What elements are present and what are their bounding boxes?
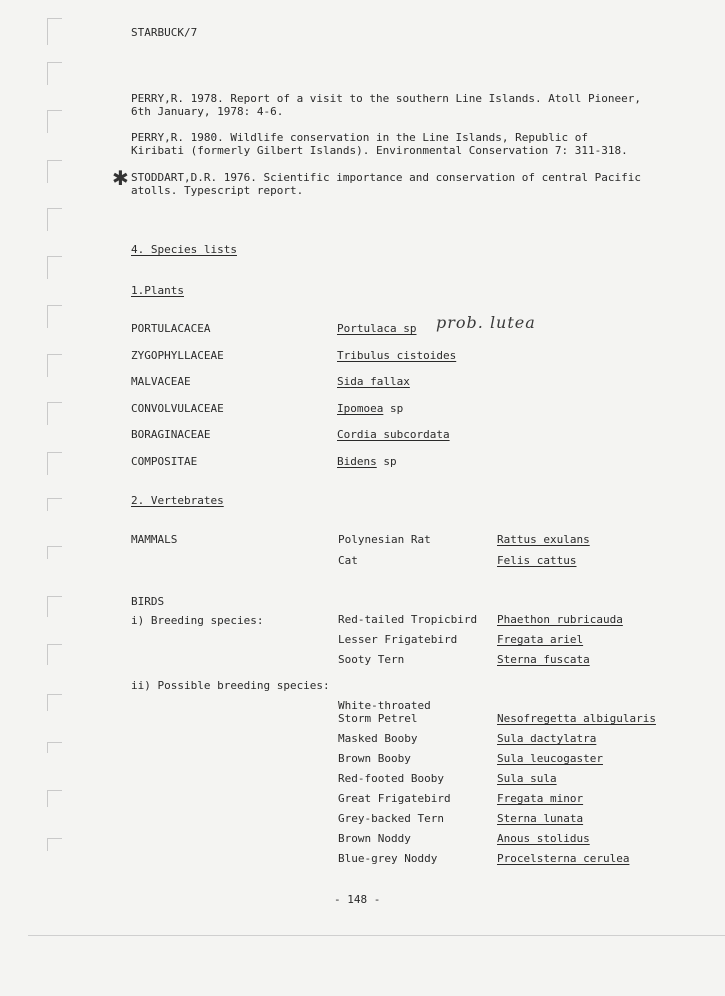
bird-latin-name: Sterna fuscata: [497, 653, 590, 666]
bird-latin-name: Sula leucogaster: [497, 752, 603, 765]
margin-mark: [47, 742, 62, 753]
handwritten-annotation: prob. lutea: [436, 313, 536, 332]
plant-family: COMPOSITAE: [131, 455, 198, 468]
bird-common-name: Sooty Tern: [338, 653, 405, 666]
margin-mark: [47, 452, 62, 475]
bird-common-name: Red-tailed Tropicbird: [338, 613, 478, 626]
plant-family: BORAGINACEAE: [131, 428, 211, 441]
page-number: - 148 -: [334, 893, 381, 906]
bird-common-name: Blue-grey Noddy: [338, 852, 438, 865]
possible-breeding-label: ii) Possible breeding species:: [131, 679, 330, 692]
section-title: 4. Species lists: [131, 243, 237, 256]
plant-species: Tribulus cistoides: [337, 349, 457, 362]
margin-mark: [47, 18, 62, 45]
margin-mark: [47, 256, 62, 279]
plant-family: PORTULACACEA: [131, 322, 211, 335]
bird-latin-name: Fregata ariel: [497, 633, 584, 646]
margin-mark: [47, 354, 62, 377]
plant-family: ZYGOPHYLLACEAE: [131, 349, 224, 362]
mammal-latin-name: Felis cattus: [497, 554, 577, 567]
plants-heading: 1.Plants: [131, 284, 184, 297]
margin-mark: [47, 546, 62, 559]
margin-mark: [47, 402, 62, 425]
plant-species: Portulaca sp: [337, 322, 417, 335]
bird-common-name: White-throated Storm Petrel: [338, 699, 431, 725]
page-header: STARBUCK/7: [131, 26, 198, 39]
vertebrates-heading: 2. Vertebrates: [131, 494, 224, 507]
margin-mark: [47, 644, 62, 665]
mammal-latin-name: Rattus exulans: [497, 533, 590, 546]
margin-mark: [47, 208, 62, 231]
bird-common-name: Grey-backed Tern: [338, 812, 444, 825]
bird-latin-name: Phaethon rubricauda: [497, 613, 623, 626]
margin-mark: [47, 596, 62, 617]
bird-common-name: Brown Noddy: [338, 832, 411, 845]
margin-mark: [47, 62, 62, 85]
bird-latin-name: Nesofregetta albigularis: [497, 712, 656, 725]
margin-mark: [47, 694, 62, 711]
bird-common-name: Great Frigatebird: [338, 792, 451, 805]
plant-family: CONVOLVULACEAE: [131, 402, 224, 415]
bird-latin-name: Sula dactylatra: [497, 732, 597, 745]
plant-species: Ipomoea sp: [337, 402, 404, 415]
plant-species: Cordia subcordata: [337, 428, 450, 441]
bird-common-name: Red-footed Booby: [338, 772, 444, 785]
bird-latin-name: Anous stolidus: [497, 832, 590, 845]
bird-latin-name: Sterna lunata: [497, 812, 584, 825]
birds-label: BIRDS: [131, 595, 165, 608]
plant-family: MALVACEAE: [131, 375, 191, 388]
bird-common-name: Lesser Frigatebird: [338, 633, 458, 646]
page-edge-divider: [28, 935, 725, 936]
margin-mark: [47, 110, 62, 133]
mammal-common-name: Cat: [338, 554, 358, 567]
margin-mark: [47, 305, 62, 328]
margin-mark: [47, 160, 62, 183]
bird-latin-name: Sula sula: [497, 772, 557, 785]
bird-latin-name: Fregata minor: [497, 792, 584, 805]
mammal-common-name: Polynesian Rat: [338, 533, 431, 546]
margin-mark: [47, 498, 62, 511]
margin-mark: [47, 790, 62, 807]
plant-species: Sida fallax: [337, 375, 410, 388]
reference-perry-1978: PERRY,R. 1978. Report of a visit to the southern Line Islands. Atoll Pioneer, 6th January, 1978: 4-6.: [131, 92, 641, 118]
bird-common-name: Masked Booby: [338, 732, 418, 745]
margin-mark: [47, 838, 62, 851]
bird-common-name: Brown Booby: [338, 752, 411, 765]
plant-species: Bidens sp: [337, 455, 397, 468]
reference-perry-1980: PERRY,R. 1980. Wildlife conservation in the Line Islands, Republic of Kiribati (formerly Gilbert Islands). Environmental Conservation 7: 311-318.: [131, 131, 628, 157]
breeding-species-label: i) Breeding species:: [131, 614, 264, 627]
asterisk-mark-icon: ✱: [112, 166, 129, 190]
reference-stoddart-1976: STODDART,D.R. 1976. Scientific importance and conservation of central Pacific atolls. Typescript report.: [131, 171, 641, 197]
mammals-label: MAMMALS: [131, 533, 178, 546]
bird-latin-name: Procelsterna cerulea: [497, 852, 630, 865]
